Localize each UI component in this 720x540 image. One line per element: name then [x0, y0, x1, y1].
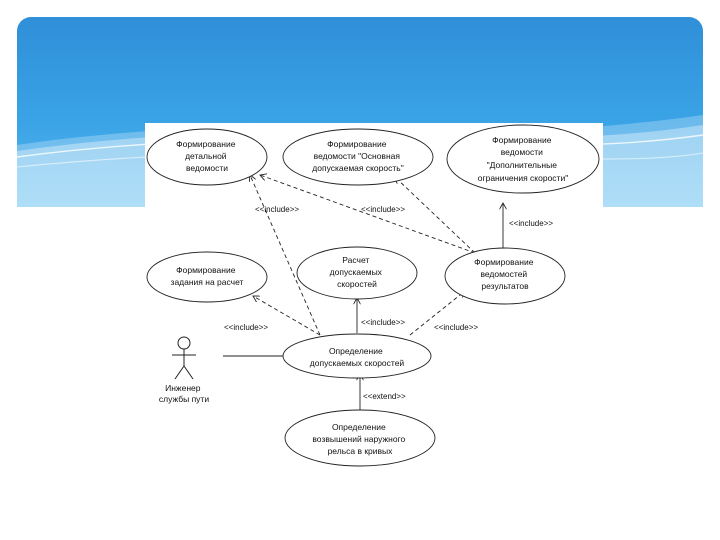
- include-label-6: <<include>>: [434, 323, 479, 332]
- use-case-uc5-text: Расчет допускаемых скоростей: [329, 255, 382, 289]
- use-case-diagram: [145, 123, 603, 470]
- use-case-uc4-text: Формирование задания на расчет: [170, 265, 244, 287]
- use-case-uc6-text: Формирование ведомостей результатов: [474, 257, 534, 291]
- actor-stick-figure: [172, 337, 196, 379]
- include-label-3: <<include>>: [509, 219, 554, 228]
- solid-lines: [223, 203, 503, 413]
- include-label-2: <<include>>: [361, 205, 406, 214]
- actor-head: [178, 337, 190, 349]
- use-case-uc7-text: Определение допускаемых скоростей: [309, 346, 405, 368]
- use-case-uc1-text: Формирование детальной ведомости: [176, 139, 236, 173]
- use-case-uc2-text: Формирование ведомости "Основная допускаемая скорость": [312, 139, 404, 173]
- include-line-uc6-uc2: [395, 177, 475, 253]
- include-label-5: <<include>>: [224, 323, 269, 332]
- use-case-uc7: [283, 334, 431, 378]
- use-case-uc8-text: Определение возвышений наружного рельса в кривых: [312, 422, 406, 456]
- actor-right-leg: [184, 366, 193, 379]
- include-line-uc6-uc1: [260, 175, 475, 253]
- extend-label: <<extend>>: [363, 392, 406, 401]
- include-label-1: <<include>>: [255, 205, 300, 214]
- actor-label: Инженер службы пути: [158, 383, 210, 404]
- include-label-4: <<include>>: [361, 318, 406, 327]
- use-case-uc3-text: Формирование ведомости "Дополнительные ограничения скорости": [477, 135, 569, 183]
- actor-left-leg: [175, 366, 184, 379]
- include-line-uc7-uc1: [250, 175, 320, 335]
